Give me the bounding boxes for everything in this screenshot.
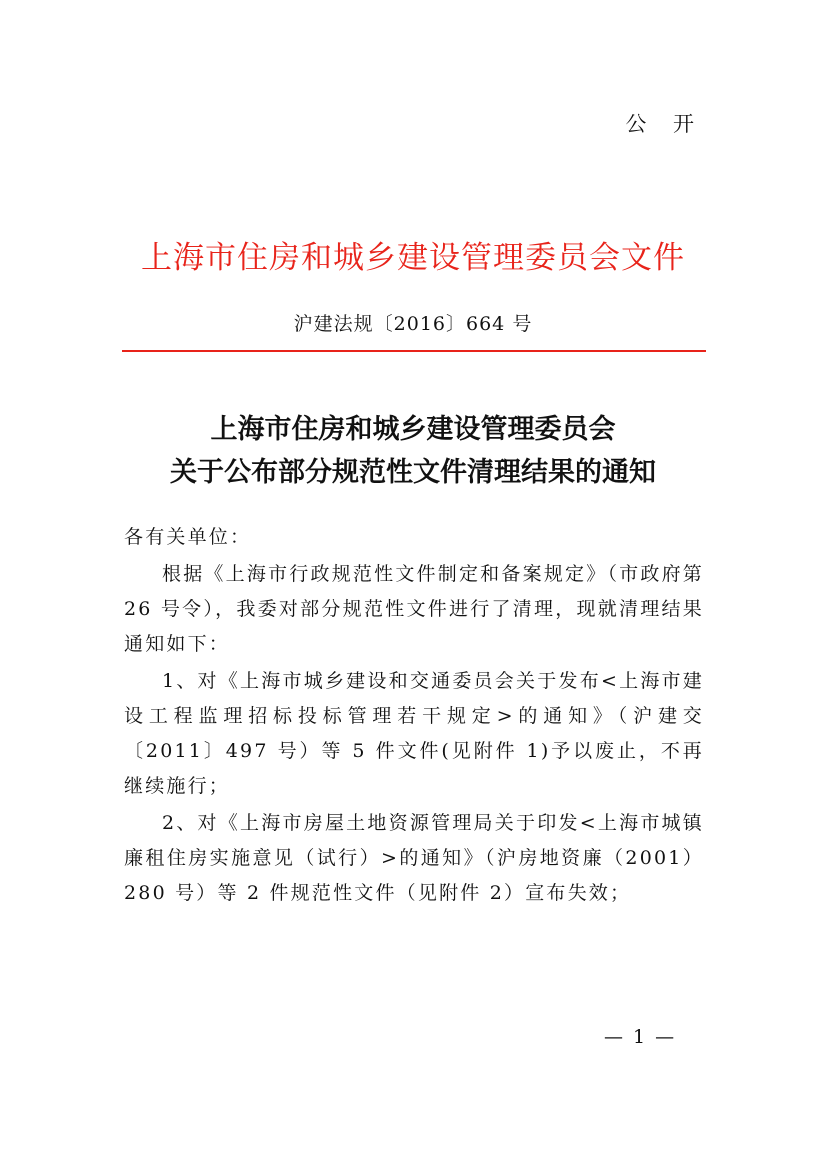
paragraph-item-2: 2、对《上海市房屋土地资源管理局关于印发<上海市城镇廉租住房实施意见（试行）>的通知》（沪房地资廉（2001）280 号）等 2 件规范性文件（见附件 2）宣布失效； <box>124 812 704 904</box>
red-separator-line <box>122 350 706 352</box>
salutation: 各有关单位： <box>124 526 252 548</box>
paragraph-intro: 根据《上海市行政规范性文件制定和备案规定》（市政府第 26 号令），我委对部分规范性文件进行了清理，现就清理结果通知如下： <box>124 563 704 655</box>
title-line-2: 关于公布部分规范性文件清理结果的通知 <box>170 457 656 488</box>
paragraph-item-1: 1、对《上海市城乡建设和交通委员会关于发布<上海市建设工程监理招标投标管理若干规定>的通知》（沪建交〔2011〕497 号）等 5 件文件(见附件 1)予以废止，不再继续施行； <box>124 670 704 797</box>
notice-title <box>0 408 826 494</box>
document-number: 沪建法规〔2016〕664 号 <box>293 313 533 335</box>
page-number: — 1 — <box>604 1026 677 1048</box>
title-line-1: 上海市住房和城乡建设管理委员会 <box>210 414 616 445</box>
document-header: 上海市住房和城乡建设管理委员会文件 <box>141 240 685 276</box>
notice-body <box>124 520 704 911</box>
public-mark: 公 开 <box>625 112 704 136</box>
